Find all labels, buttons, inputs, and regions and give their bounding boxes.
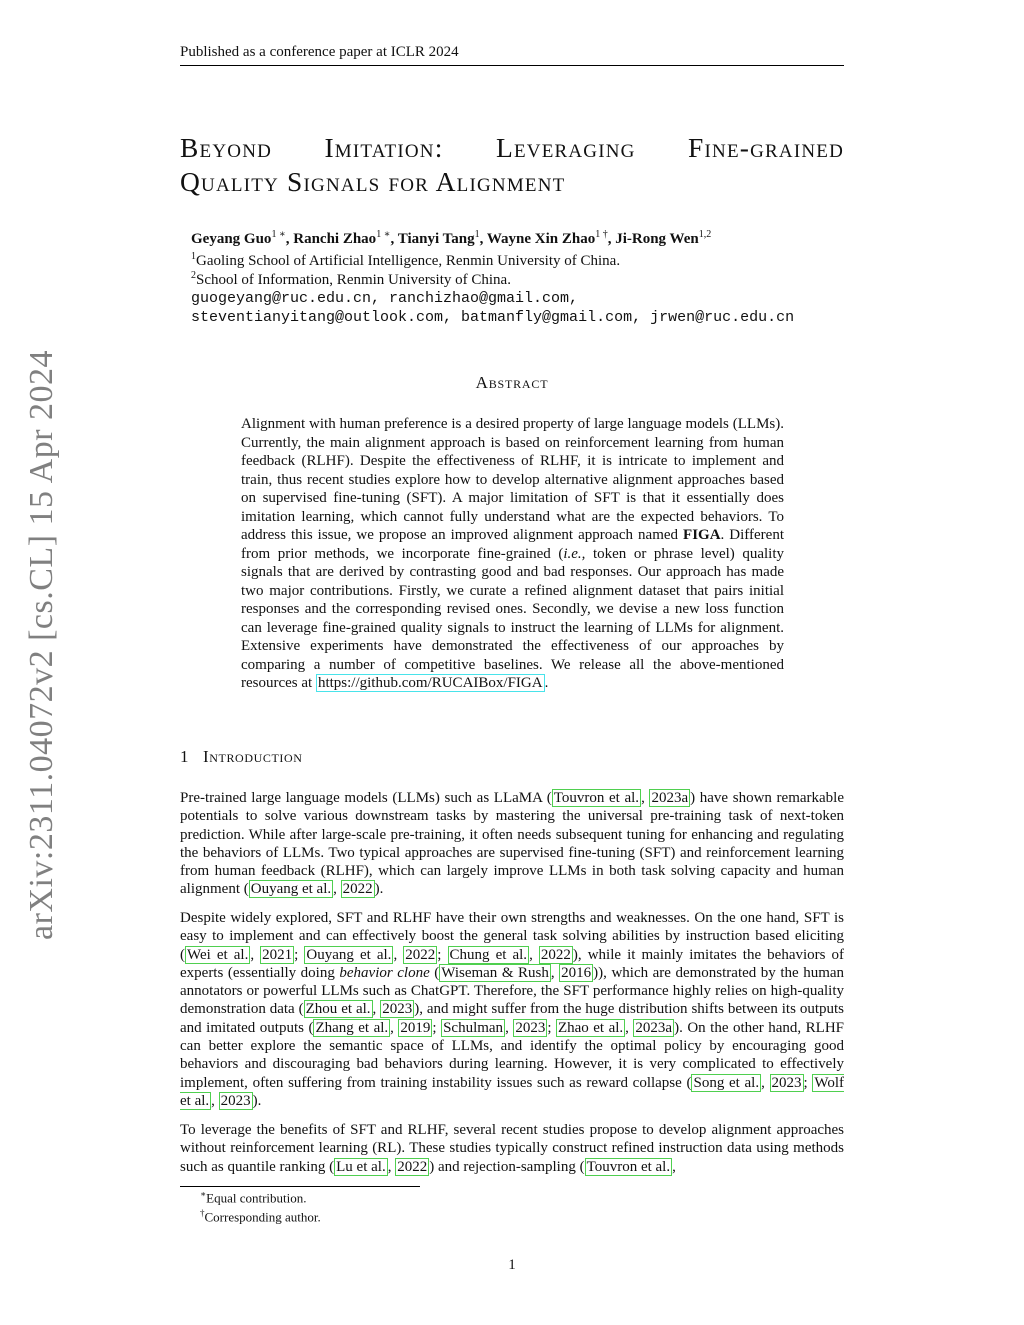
citation-link[interactable]: Zhao et al. <box>557 1019 624 1036</box>
body-text: ) have shown remarkable potentials to solve various downstream tasks by mastering the universal pre-training task of next-token prediction. While after large-scale pre-training, it often needs subsequent tuning for enhancing and regulating the behaviors of LLMs. Two typical approaches are supervised fine-tuning (SFT) and reinforcement learning from human feedback (RLHF), which can largely improve LLMs in both task solving capacity and human alignment ( <box>180 790 845 898</box>
affiliation-mark: 2 <box>191 270 196 281</box>
footnote-mark: ∗ <box>200 1189 207 1199</box>
footnote-equal-contribution <box>200 1189 307 1206</box>
paper-title-line-1: Beyond Imitation: Leveraging Fine-grained <box>180 132 844 163</box>
citation-link[interactable]: 2023 <box>220 1092 251 1109</box>
citation-link[interactable]: 2023a <box>651 790 689 806</box>
running-header: Published as a conference paper at ICLR 2024 <box>180 44 459 60</box>
citation-link[interactable]: Zhou et al. <box>305 1001 371 1018</box>
body-text: ). On the other hand, RLHF can better explore the semantic space of LLMs, and identify the optimal policy by encouraging good behaviors and discouraging bad behaviors during learning. However, it is very complicated to effectively implement, often suffering from training instability issues such as reward collapse ( <box>180 1019 845 1091</box>
citation-link[interactable]: 2021 <box>262 946 293 963</box>
abstract-text: Alignment with human preference is a desired property of large language models (LLMs). Currently, the main alignment approach is based on reinforcement learning from human feedback (RLHF). Despite the effectiveness of RLHF, it is intricate to implement and train, thus recent studies explore how to develop alternative alignment approaches based on supervised fine-tuning (SFT). A major limitation of SFT is that it essentially does imitation learning, which cannot fully understand what are the expected behaviors. To address this issue, we propose an improved alignment approach named <box>241 416 784 543</box>
body-text: ). <box>374 881 384 898</box>
citation-link[interactable]: Wei et al. <box>187 946 249 963</box>
affiliation-1 <box>191 251 620 270</box>
citation-link[interactable]: 2023 <box>771 1074 802 1091</box>
footnote-mark: † <box>200 1208 205 1218</box>
affiliation-text: Gaoling School of Artificial Intelligence, Renmin University of China. <box>196 253 621 269</box>
body-text: ; <box>294 946 305 963</box>
abstract-body <box>241 415 784 693</box>
section-title: Introduction <box>203 747 303 766</box>
abstract-text: . Different from prior methods, we incorporate fine-grained ( <box>241 527 784 562</box>
citation-link[interactable]: Ouyang et al. <box>306 946 392 963</box>
citation-link[interactable]: Ouyang et al. <box>250 881 332 898</box>
affiliation-2 <box>191 270 511 289</box>
header-rule <box>180 65 844 66</box>
body-text: Pre-trained large language models (LLMs) such as LLaMA ( <box>180 790 552 806</box>
body-text: ). <box>252 1092 262 1109</box>
method-name: FIGA <box>683 527 721 543</box>
body-text: , <box>372 1001 381 1018</box>
body-text: , <box>672 1158 676 1175</box>
citation-link[interactable]: 2022 <box>342 881 373 898</box>
body-text: ; <box>432 1019 442 1036</box>
citation-link[interactable]: Schulman <box>443 1019 504 1036</box>
body-text: , <box>625 1019 634 1036</box>
citation-link[interactable]: 2022 <box>405 946 436 963</box>
body-text: , <box>641 790 650 806</box>
author-mark: 1 <box>474 229 480 240</box>
body-text: )), which are demonstrated by the human annotators or powerful LLMs such as ChatGPT. Therefore, the SFT performance highly relies on high-quality demonstration data ( <box>180 964 845 1018</box>
citation-link[interactable]: Touvron et al. <box>553 790 640 806</box>
author-emails-line-1: guogeyang@ruc.edu.cn, ranchizhao@gmail.com, <box>191 290 579 307</box>
citation-link[interactable]: Song et al. <box>693 1074 760 1091</box>
affiliation-text: School of Information, Renmin University of China. <box>196 272 511 288</box>
citation-link[interactable]: Touvron et al. <box>586 1158 671 1175</box>
body-text: ) and rejection-sampling ( <box>429 1158 585 1175</box>
author-name: Geyang Guo <box>191 231 272 247</box>
author-mark: 1 ∗ <box>376 229 391 240</box>
body-text: , <box>250 946 261 963</box>
intro-paragraph-2 <box>180 909 844 1110</box>
citation-link[interactable]: Wiseman & Rush <box>441 964 549 981</box>
author-mark: 1 ∗ <box>271 229 286 240</box>
citation-link[interactable]: Wolf et al. <box>180 1074 845 1109</box>
author-list: Geyang Guo$^{1 ∗}$, Ranchi Zhao$^{1 ∗}$, Tianyi Tang$^1$, Wayne Xin Zhao$^{1 \dagger}$, Ji-Rong Wen$^{1,2}$ <box>191 229 712 247</box>
emphasis-text: behavior clone <box>339 964 430 981</box>
citation-link[interactable]: 2016 <box>561 964 592 981</box>
body-text: , <box>390 1019 399 1036</box>
body-text: , <box>393 946 404 963</box>
body-text: , <box>550 964 560 981</box>
citation-link[interactable]: 2023 <box>515 1019 546 1036</box>
section-heading-introduction <box>180 747 303 767</box>
body-text: ), while it mainly imitates the behaviors of experts (essentially doing <box>180 946 845 981</box>
citation-link[interactable]: 2022 <box>540 946 571 963</box>
body-text: , <box>761 1074 770 1091</box>
page-number: 1 <box>508 1257 516 1273</box>
body-text: ), and might suffer from the huge distribution shifts between its outputs and imitated outputs ( <box>180 1001 845 1036</box>
footnote-text: Equal contribution. <box>206 1190 307 1206</box>
author-mark: 1 † <box>595 229 608 240</box>
author-mark: 1,2 <box>698 229 712 240</box>
intro-paragraph-3 <box>180 1121 844 1176</box>
body-text: ; <box>437 946 448 963</box>
citation-link[interactable]: 2023a <box>635 1019 673 1036</box>
body-text: , <box>505 1019 514 1036</box>
paper-title-line-2: Quality Signals for Alignment <box>180 166 566 197</box>
abstract-text: token or phrase level) quality signals that are derived by contrasting good and bad responses. Our approach has made two major contributions. Firstly, we curate a refined alignment dataset that pairs initial responses and the corresponding revised ones. Secondly, we devise a new loss function can leverage fine-grained quality signals to instruct the learning of LLMs for alignment. Extensive experiments have demonstrated the effectiveness of our approaches by comparing a number of competitive baselines. We release all the above-mentioned resources at <box>241 545 784 691</box>
citation-link[interactable]: 2019 <box>400 1019 431 1036</box>
citation-link[interactable]: Zhang et al. <box>315 1019 389 1036</box>
body-text: ; <box>803 1074 813 1091</box>
citation-link[interactable]: 2023 <box>382 1001 413 1018</box>
body-text: , <box>333 881 341 898</box>
affiliation-mark: 1 <box>191 251 196 262</box>
footnote-rule <box>180 1186 420 1187</box>
github-link[interactable]: https://github.com/RUCAIBox/FIGA <box>317 675 543 691</box>
citation-link[interactable]: Chung et al. <box>449 946 528 963</box>
section-number: 1 <box>180 747 189 766</box>
abstract-ie: i.e., <box>563 545 586 562</box>
arxiv-side-stamp: arXiv:2311.04072v2 [cs.CL] 15 Apr 2024 <box>23 349 60 940</box>
author-name: Wayne Xin Zhao <box>486 231 596 247</box>
body-text: , <box>211 1092 219 1109</box>
footnote-corresponding-author <box>200 1208 321 1225</box>
body-text: ; <box>547 1019 556 1036</box>
intro-paragraph-1 <box>180 789 844 899</box>
body-text: Despite widely explored, SFT and RLHF have their own strengths and weaknesses. On the one hand, SFT is easy to implement and can effectively boost the general task solving abilities by instruction based eliciting ( <box>180 910 844 963</box>
author-emails-line-2: steventianyitang@outlook.com, batmanfly@gmail.com, jrwen@ruc.edu.cn <box>191 309 795 326</box>
author-name: Ji-Rong Wen <box>615 231 699 247</box>
abstract-heading: Abstract <box>475 373 549 392</box>
body-text: ( <box>429 964 440 981</box>
author-name: Ranchi Zhao <box>293 231 377 247</box>
citation-link[interactable]: 2022 <box>397 1158 428 1175</box>
abstract-text: . <box>544 675 549 691</box>
citation-link[interactable]: Lu et al. <box>336 1158 386 1175</box>
body-text: , <box>387 1158 396 1175</box>
body-text: , <box>529 946 539 963</box>
body-text: To leverage the benefits of SFT and RLHF, several recent studies propose to develop alignment approaches without reinforcement learning (RL). These studies typically construct refined instruction data using methods such as quantile ranking ( <box>180 1122 844 1175</box>
author-name: Tianyi Tang <box>397 231 475 247</box>
footnote-text: Corresponding author. <box>204 1209 321 1225</box>
